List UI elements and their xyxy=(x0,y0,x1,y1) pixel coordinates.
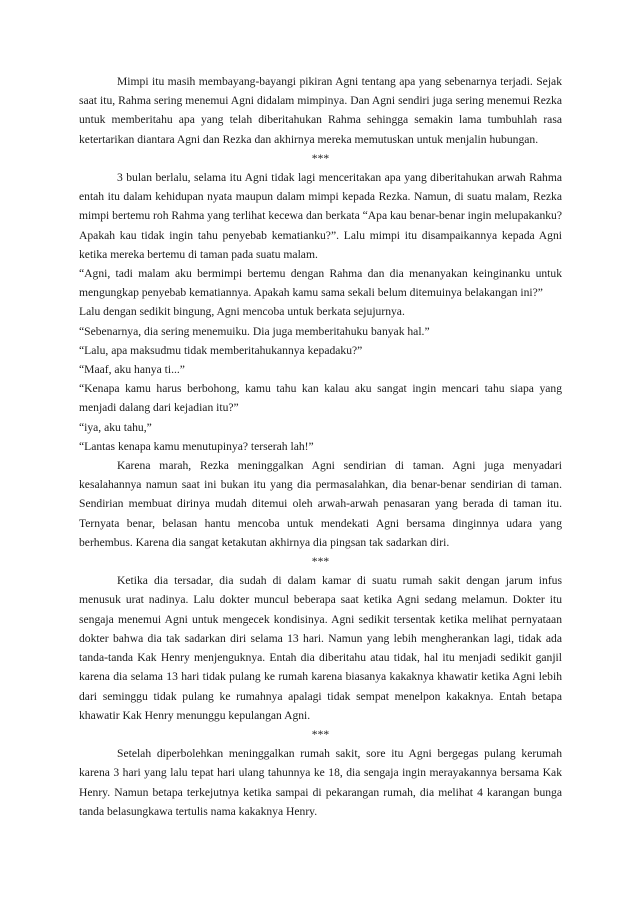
paragraph-hospital: Ketika dia tersadar, dia sudah di dalam kamar di suatu rumah sakit dengan jarum infus menusuk urat nadinya. Lalu dokter muncul beberapa saat ketika Agni sedang melamun. Dokter itu sengaja menemui Agni untuk mengecek kondisinya. Agni sedikit tersentak ketika melihat pernyataan dokter bahwa dia tak sadarkan diri selama 13 hari. Namun yang lebih mengherankan lagi, tidak ada tanda-tanda Kak Henry menjenguknya. Entah dia diberitahu atau tidak, hal itu menjadi sedikit ganjil karena dia selama 13 hari tidak pulang ke rumah karena biasanya kakaknya khawatir ketika Agni lebih dari seminggu tidak pulang ke rumahnya apalagi tidak sempat menelpon kakaknya. Entah betapa khawatir Kak Henry menunggu kepulangan Agni. xyxy=(79,574,562,722)
section-separator: *** xyxy=(311,151,330,165)
paragraph-angry: Karena marah, Rezka meninggalkan Agni sendirian di taman. Agni juga menyadari kesalahannya namun saat ini bukan itu yang dia permasalahkan, dia benar-benar sendirian di taman. Sendirian membuat dirinya mudah ditemui oleh arwah-arwah penasaran yang berada di taman itu. Ternyata benar, belasan hantu mencoba untuk mendekati Agni bersama dinginnya udara yang berhembus. Karena dia sangat ketakutan akhirnya dia pingsan tak sadarkan diri. xyxy=(79,459,562,549)
dialogue-line: “Lantas kenapa kamu menutupinya? terserah lah!” xyxy=(79,439,314,453)
document-page xyxy=(79,72,562,821)
section-separator: *** xyxy=(311,727,330,741)
dialogue-line: “Lalu, apa maksudmu tidak memberitahukannya kepadaku?” xyxy=(79,343,363,357)
dialogue-line: “Kenapa kamu harus berbohong, kamu tahu kan kalau aku sangat ingin mencari tahu siapa yang menjadi dalang dari kejadian itu?” xyxy=(79,382,562,415)
paragraph-homecoming: Setelah diperbolehkan meninggalkan rumah sakit, sore itu Agni bergegas pulang kerumah karena 3 hari yang lalu tepat hari ulang tahunnya ke 18, dia sengaja ingin merayakannya bersama Kak Henry. Namun betapa terkejutnya ketika sampai di pekarangan rumah, dia melihat 4 karangan bunga tanda belasungkawa tertulis nama kakaknya Henry. xyxy=(79,747,562,818)
narration-line: Lalu dengan sedikit bingung, Agni mencoba untuk berkata sejujurnya. xyxy=(79,305,405,319)
section-separator: *** xyxy=(311,555,330,569)
dialogue-line: “Sebenarnya, dia sering menemuiku. Dia juga memberitahuku banyak hal.” xyxy=(79,324,430,338)
paragraph-dream: Mimpi itu masih membayang-bayangi pikiran Agni tentang apa yang sebenarnya terjadi. Sejak saat itu, Rahma sering menemui Agni didalam mimpinya. Dan Agni sendiri juga sering menemui Rezka untuk memberitahu apa yang telah diberitahukan Rahma sehingga semakin lama tumbuhlah rasa ketertarikan diantara Agni dan Rezka dan akhirnya mereka memutuskan untuk menjalin hubungan. xyxy=(79,75,562,146)
paragraph-three-months: 3 bulan berlalu, selama itu Agni tidak lagi menceritakan apa yang diberitahukan arwah Rahma entah itu dalam kehidupan nyata maupun dalam mimpi kepada Rezka. Namun, di suatu malam, Rezka mimpi bertemu roh Rahma yang terlihat kecewa dan berkata “Apa kau benar-benar ingin melupakanku? Apakah kau tidak ingin tahu penyebab kematianku?”. Lalu mimpi itu disampaikannya kepada Agni ketika mereka bertemu di taman pada suatu malam. xyxy=(79,171,562,261)
dialogue-line: “iya, aku tahu,” xyxy=(79,420,152,434)
dialogue-line: “Agni, tadi malam aku bermimpi bertemu dengan Rahma dan dia menanyakan keinginanku untuk mengungkap penyebab kematiannya. Apakah kamu sama sekali belum ditemuinya belakangan ini?” xyxy=(79,267,562,300)
dialogue-line: “Maaf, aku hanya ti...” xyxy=(79,363,185,377)
